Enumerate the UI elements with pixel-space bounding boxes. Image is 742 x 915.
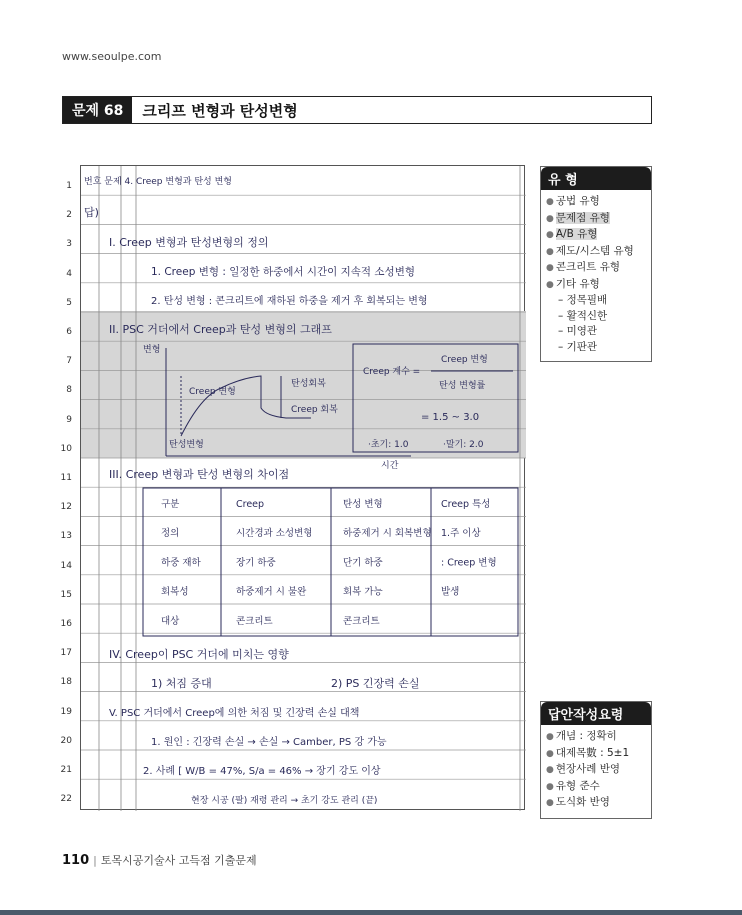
- line-number: 5: [66, 297, 72, 308]
- page-number: 110: [62, 853, 90, 868]
- section-4-title: IV. Creep이 PSC 거더에 미치는 영향: [109, 648, 289, 661]
- guide-list: [541, 725, 651, 818]
- line-number: 8: [66, 385, 72, 396]
- site-url: www.seoulpe.com: [62, 50, 162, 63]
- type-list: [541, 190, 651, 361]
- bullet-icon: ●: [546, 279, 554, 290]
- guide-item-label: 개념 : 정확히: [555, 730, 617, 742]
- formula-denominator: 탄성 변형률: [439, 381, 486, 391]
- line-number: 2: [66, 210, 72, 221]
- table-cell: 장기 하중: [236, 557, 276, 569]
- graph-time-label: 시간: [381, 461, 399, 471]
- ruled-lines: [81, 195, 526, 779]
- line-number: 22: [60, 794, 72, 805]
- question-number: 문제 68: [63, 97, 132, 123]
- line-number: 17: [60, 648, 72, 659]
- bullet-icon: ●: [546, 213, 554, 224]
- guide-item: [546, 762, 645, 779]
- type-item: [546, 194, 645, 211]
- table-cell: 정의: [161, 528, 180, 540]
- answer-sheet-drawing: [81, 166, 526, 811]
- table-cell: : Creep 변형: [441, 557, 497, 569]
- question-title-bar: [62, 96, 652, 124]
- guide-box-title: 답안작성요령: [541, 702, 651, 725]
- guide-item: [546, 779, 645, 796]
- table-cell: 단기 하중: [343, 557, 383, 569]
- table-cell: 콘크리트: [236, 615, 273, 627]
- bullet-icon: ●: [546, 732, 554, 742]
- line-number: 16: [60, 619, 72, 629]
- section-4-item-2: 2) PS 긴장력 손실: [331, 677, 420, 690]
- comparison-table: [161, 498, 497, 627]
- table-cell: 회복 가능: [343, 586, 383, 598]
- line-number: 3: [66, 239, 72, 250]
- type-item: [546, 244, 645, 261]
- graph-creep-label: Creep 변형: [189, 387, 236, 397]
- guide-box: [540, 701, 652, 819]
- type-item-label: 문제점 유형: [555, 211, 610, 224]
- bullet-icon: ●: [546, 781, 554, 792]
- bullet-icon: ●: [546, 748, 554, 759]
- guide-item: [546, 729, 645, 746]
- guide-item-label: 도식화 반영: [555, 796, 610, 808]
- section-5-item-1: 1. 원인 : 긴장력 손실 → 손실 → Camber, PS 강 가능: [151, 737, 387, 748]
- type-item: [546, 227, 645, 244]
- line-number: 12: [60, 502, 72, 513]
- section-5-item-3: 현장 시공 (팔) 재령 관리 → 초기 강도 관리 (끝): [191, 796, 378, 806]
- table-cell: 하중 재하: [161, 557, 201, 569]
- sheet-header: 번호 문제 4. Creep 변형과 탄성 변형: [84, 177, 232, 187]
- type-item: [546, 211, 645, 228]
- book-title: 토목시공기술사 고득점 기출문제: [100, 854, 257, 867]
- type-sub-item-label: 활적신한: [566, 309, 608, 322]
- line-number: 1: [66, 181, 72, 191]
- bullet-icon: ●: [546, 197, 554, 207]
- bullet-icon: ●: [546, 230, 554, 240]
- line-number: 15: [60, 589, 72, 600]
- table-cell: 콘크리트: [343, 615, 380, 627]
- section-1-title: I. Creep 변형과 탄성변형의 정의: [109, 236, 269, 249]
- guide-item: [546, 795, 645, 812]
- bullet-icon: ●: [546, 263, 554, 273]
- formula-note-1: ·초기: 1.0: [368, 440, 409, 450]
- formula-lhs: Creep 계수 =: [363, 367, 421, 377]
- type-item-label: 제도/시스템 유형: [555, 244, 634, 257]
- line-number: 6: [66, 327, 72, 337]
- line-number: 9: [66, 414, 72, 425]
- table-header-cell: 구분: [161, 499, 180, 510]
- section-1-item-2: 2. 탄성 변형 : 콘크리트에 재하된 하중을 제거 후 회복되는 변형: [151, 296, 428, 307]
- formula-range: = 1.5 ~ 3.0: [421, 412, 480, 423]
- section-5-title: V. PSC 거더에서 Creep에 의한 처짐 및 긴장력 손실 대책: [109, 708, 360, 719]
- table-cell: 1.주 이상: [441, 528, 481, 540]
- line-number: 18: [60, 677, 72, 688]
- guide-item-label: 대제목數 : 5±1: [555, 746, 630, 759]
- graph-elastic-recovery-label: 탄성회복: [291, 379, 326, 389]
- line-number: 11: [60, 473, 72, 483]
- section-4-item-1: 1) 처짐 증대: [151, 677, 212, 690]
- type-item-label: 공법 유형: [555, 195, 600, 207]
- bullet-icon: ●: [546, 246, 554, 257]
- table-cell: 대상: [161, 615, 180, 627]
- type-item-label: A/B 유형: [555, 228, 598, 240]
- type-item: [546, 277, 645, 294]
- line-number: 19: [60, 706, 72, 717]
- type-item-label: 콘크리트 유형: [555, 261, 621, 273]
- section-5-item-2: 2. 사례 [ W/B = 47%, S/a = 46% → 장기 강도 이상: [143, 766, 381, 777]
- line-number: 14: [60, 560, 72, 571]
- section-3-title: III. Creep 변형과 탄성 변형의 차이점: [109, 468, 290, 481]
- line-number: 13: [60, 531, 72, 542]
- answer-start: 답): [84, 206, 99, 219]
- table-header-cell: Creep 특성: [441, 499, 491, 510]
- line-number: 21: [60, 765, 72, 775]
- line-number: 7: [66, 356, 72, 367]
- answer-sheet: [80, 165, 525, 810]
- type-sub-item-label: 미영관: [566, 325, 598, 337]
- type-item-label: 기타 유형: [555, 277, 600, 290]
- table-cell: 하중제거 시 불완: [236, 586, 307, 598]
- section-1-item-1: 1. Creep 변형 : 일정한 하중에서 시간이 지속적 소성변형: [151, 266, 415, 278]
- graph-creep-recovery-label: Creep 회복: [291, 405, 338, 415]
- bottom-rule: [0, 910, 742, 915]
- graph-elastic-strain-label: 탄성변형: [169, 440, 204, 450]
- question-title: 크리프 변형과 탄성변형: [142, 101, 298, 120]
- line-number: 4: [66, 268, 72, 279]
- section-2-title: II. PSC 거더에서 Creep과 탄성 변형의 그래프: [109, 323, 332, 336]
- graph-y-label: 변형: [143, 345, 161, 355]
- type-sub-item: – 기판관: [558, 340, 598, 353]
- table-cell: 하중제거 시 회복변형: [343, 528, 432, 540]
- formula-numerator: Creep 변형: [441, 355, 488, 365]
- type-box-title: 유 형: [541, 167, 651, 190]
- page-footer: 110 | 토목시공기술사 고득점 기출문제: [62, 853, 257, 868]
- table-cell: 발생: [441, 586, 460, 598]
- line-number: 20: [60, 735, 72, 746]
- type-item: [546, 260, 645, 277]
- type-sub-item-label: 기판관: [566, 340, 598, 353]
- bullet-icon: ●: [546, 798, 554, 808]
- bullet-icon: ●: [546, 765, 554, 775]
- type-sub-item: – 정목필배: [558, 294, 608, 306]
- type-sub-item-label: 정목필배: [566, 294, 608, 306]
- type-sub-item: – 미영관: [558, 325, 598, 337]
- guide-item-label: 현장사례 반영: [555, 763, 621, 775]
- guide-item: [546, 746, 645, 763]
- table-header-cell: Creep: [236, 499, 265, 510]
- table-cell: 회복성: [161, 586, 189, 598]
- type-box: [540, 166, 652, 362]
- line-number: 10: [60, 443, 72, 454]
- type-sub-item: – 활적신한: [558, 309, 608, 322]
- table-cell: 시간경과 소성변형: [236, 528, 313, 540]
- guide-item-label: 유형 준수: [555, 779, 600, 792]
- table-header-cell: 탄성 변형: [343, 499, 383, 510]
- formula-note-2: ·말기: 2.0: [443, 440, 484, 450]
